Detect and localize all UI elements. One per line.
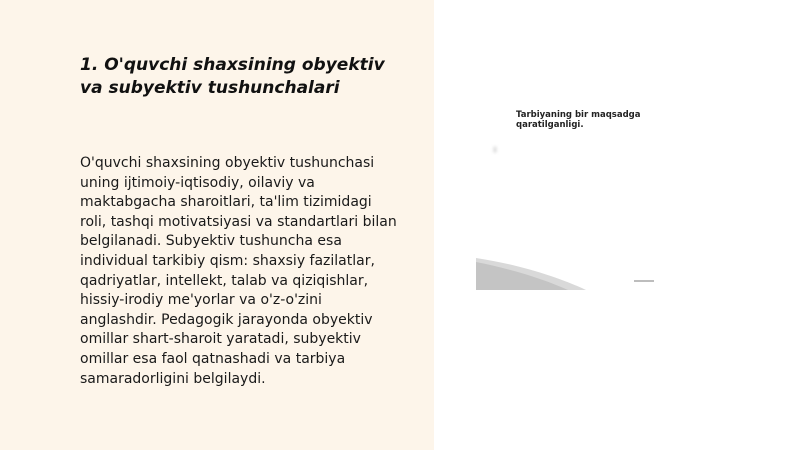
thumbnail-footer-mark	[634, 280, 654, 282]
slide-title: 1. O'quvchi shaxsining obyektiv va subyektiv tushunchalari	[80, 55, 385, 98]
thumbnail-wave-decoration	[476, 250, 728, 290]
thumbnail-title: Tarbiyaning bir maqsadga qaratilganligi.	[516, 110, 641, 130]
thumbnail-bullet-list	[494, 144, 724, 147]
slide-thumbnail	[476, 100, 728, 290]
slide-body: O'quvchi shaxsining obyektiv tushunchasi uning ijtimoiy-iqtisodiy, oilaviy va maktabgacha sharoitlari, ta'lim tizimidagi roli, tashqi motivatsiyasi va standartlari bilan belgilanadi. Subyektiv tushuncha esa individual tarkibiy qism: shaxsiy fazilatlar, qadriyatlar, intellekt, talab va qiziqishlar, hissiy-irodiy me'yorlar va o'z-o'zini anglashdir. Pedagogik jarayonda obyektiv omillar shart-sharoit yaratadi, subyektiv omillar esa faol qatnashadi va tarbiya samaradorligini belgilaydi.	[80, 155, 397, 387]
